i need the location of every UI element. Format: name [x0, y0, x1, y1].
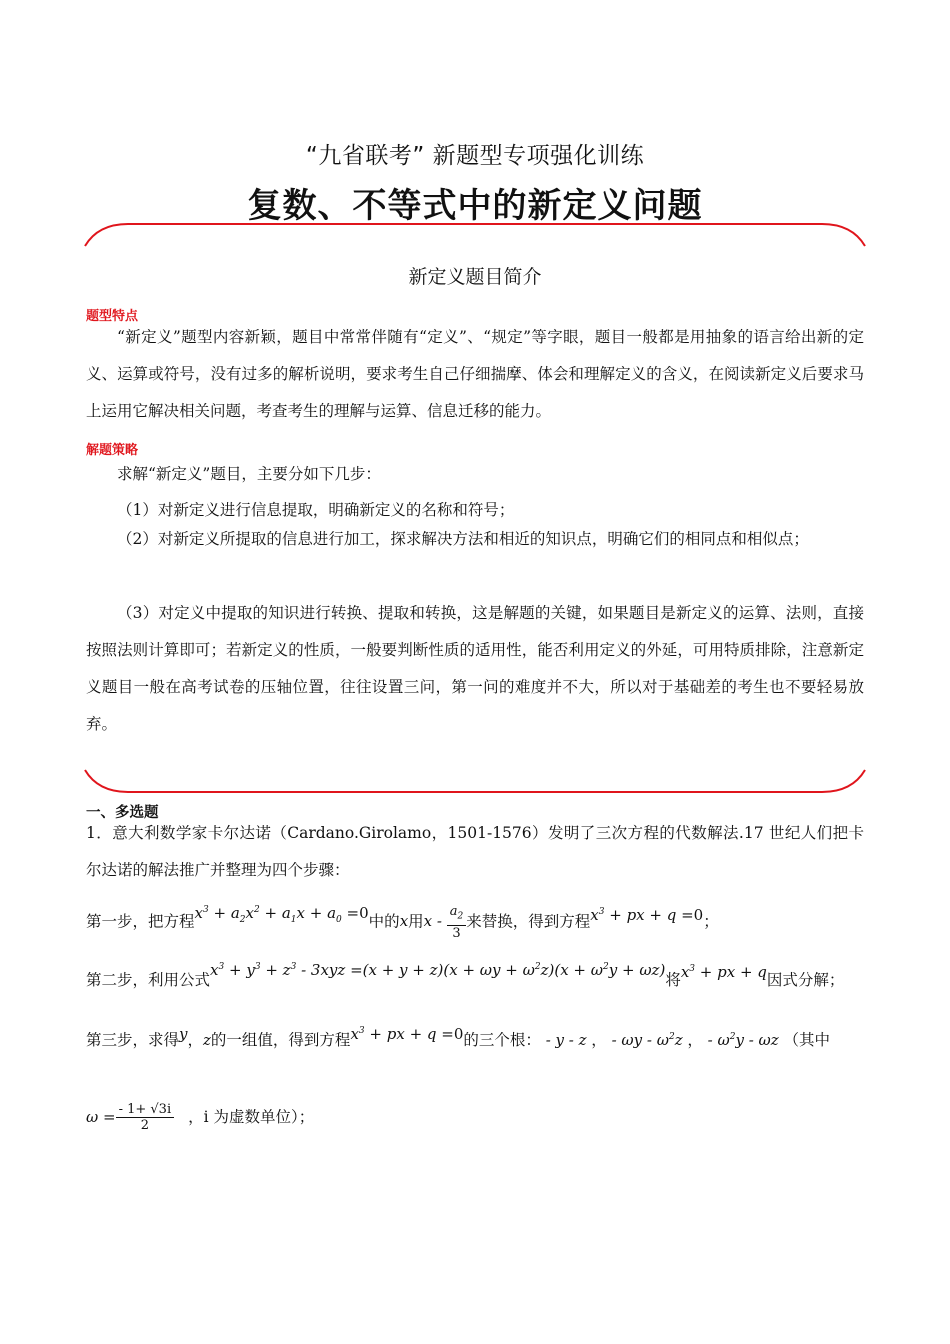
strategy-intro: 求解“新定义”题目，主要分如下几步：: [117, 465, 381, 483]
step3-text-c: 的一组值，得到方程: [210, 1031, 351, 1049]
step2-text-c: 因式分解；: [766, 971, 845, 989]
variable-x: x: [399, 912, 409, 931]
step2-text-b: 将: [665, 971, 681, 989]
depressed-cubic-formula: $x^3$ + px + q =0: [590, 906, 704, 925]
step1-text-e: ；: [703, 912, 719, 931]
step2-text-a: 第二步，利用公式: [86, 971, 211, 989]
omega-tail: ，i 为虚数单位）；: [188, 1107, 315, 1126]
depressed-cubic-formula-2: $x^3$ + px + q =0: [350, 1025, 464, 1043]
step3-sep-2: ，: [687, 1031, 703, 1049]
intro-heading: 新定义题目简介: [408, 266, 542, 288]
page-subtitle: “九省联考” 新题型专项强化训练: [305, 143, 645, 169]
step3-sep-1: ，: [591, 1031, 607, 1049]
substitution-formula: x - $\frac{a_2}{3}$: [424, 912, 467, 930]
cubic-equation-formula: $x^3 + a_2x^2 + a_1x + a_0 =0$: [194, 904, 369, 926]
step3-text-b: ，: [187, 1031, 204, 1049]
strategy-step-1: （1）对新定义进行信息提取，明确新定义的名称和符号；: [117, 501, 515, 519]
cubic-expression-formula: $x^3$ + px + q: [680, 963, 767, 981]
step3-text-e: （其中: [783, 1031, 830, 1049]
top-arc-divider: [80, 222, 870, 248]
step1-text-b: 中的: [368, 912, 400, 931]
strategy-step-2: （2）对新定义所提取的信息进行加工，探求解决方法和相近的知识点，明确它们的相同点和相似点；: [117, 530, 809, 548]
feature-paragraph: “新定义”题型内容新颖，题目中常常伴随有“定义”、“规定”等字眼，题目一般都是用抽象的语言给出新的定义、运算或符号，没有过多的解析说明，要求考生自己仔细揣摩、体会和理解定义的含义，在阅读新定义后要求马上运用它解决相关问题，考查考生的理解与运算、信息迁移的能力。: [86, 328, 864, 420]
variable-y: y: [179, 1025, 188, 1043]
bottom-arc-divider: [80, 768, 870, 794]
feature-label: 题型特点: [86, 309, 139, 324]
strategy-label: 解题策略: [86, 443, 139, 458]
omega-definition: [86, 1102, 864, 1133]
section-heading: 一、多选题: [86, 805, 159, 821]
page-title: 复数、不等式中的新定义问题: [247, 186, 703, 226]
root-1-formula: - y - z: [540, 1031, 592, 1049]
q1-step-3: [86, 1025, 864, 1050]
root-3-formula: - $\omega^2y$ - ωz: [702, 1031, 784, 1049]
root-2-formula: - ωy - $\omega^2z$: [606, 1031, 688, 1049]
variable-z: z: [203, 1031, 211, 1049]
question-1-text: 1．意大利数学家卡尔达诺（Cardano.Girolamo，1501-1576）发明了三次方程的代数解法.17 世纪人们把卡尔达诺的解法推广并整理为四个步骤：: [86, 824, 864, 879]
factorization-formula: $x^3 + y^3 + z^3 - 3xyz =(x + y + z)(x + \omega y + \omega^2z)(x + \omega^2y + \omega z)$: [210, 961, 666, 979]
step1-text-a: 第一步，把方程: [86, 912, 195, 931]
omega-formula: ω = $\frac{- 1+ √3i}{2}$: [86, 1108, 174, 1126]
step1-text-c: 用: [408, 912, 424, 931]
q1-step-2: [86, 961, 864, 990]
step3-text-d: 的三个根：: [463, 1031, 541, 1049]
step1-text-d: 来替换，得到方程: [466, 912, 591, 931]
step3-text-a: 第三步，求得: [86, 1031, 180, 1049]
strategy-step-3: （3）对定义中提取的知识进行转换、提取和转换，这是解题的关键，如果题目是新定义的运算、法则，直接按照法则计算即可；若新定义的性质，一般要判断性质的适用性，能否利用定义的外延，可用特质排除，注意新定义题目一般在高考试卷的压轴位置，往往设置三问，第一问的难度并不大，所以对于基础差的考生也不要轻易放弃。: [86, 604, 864, 733]
q1-step-1: [86, 904, 864, 941]
